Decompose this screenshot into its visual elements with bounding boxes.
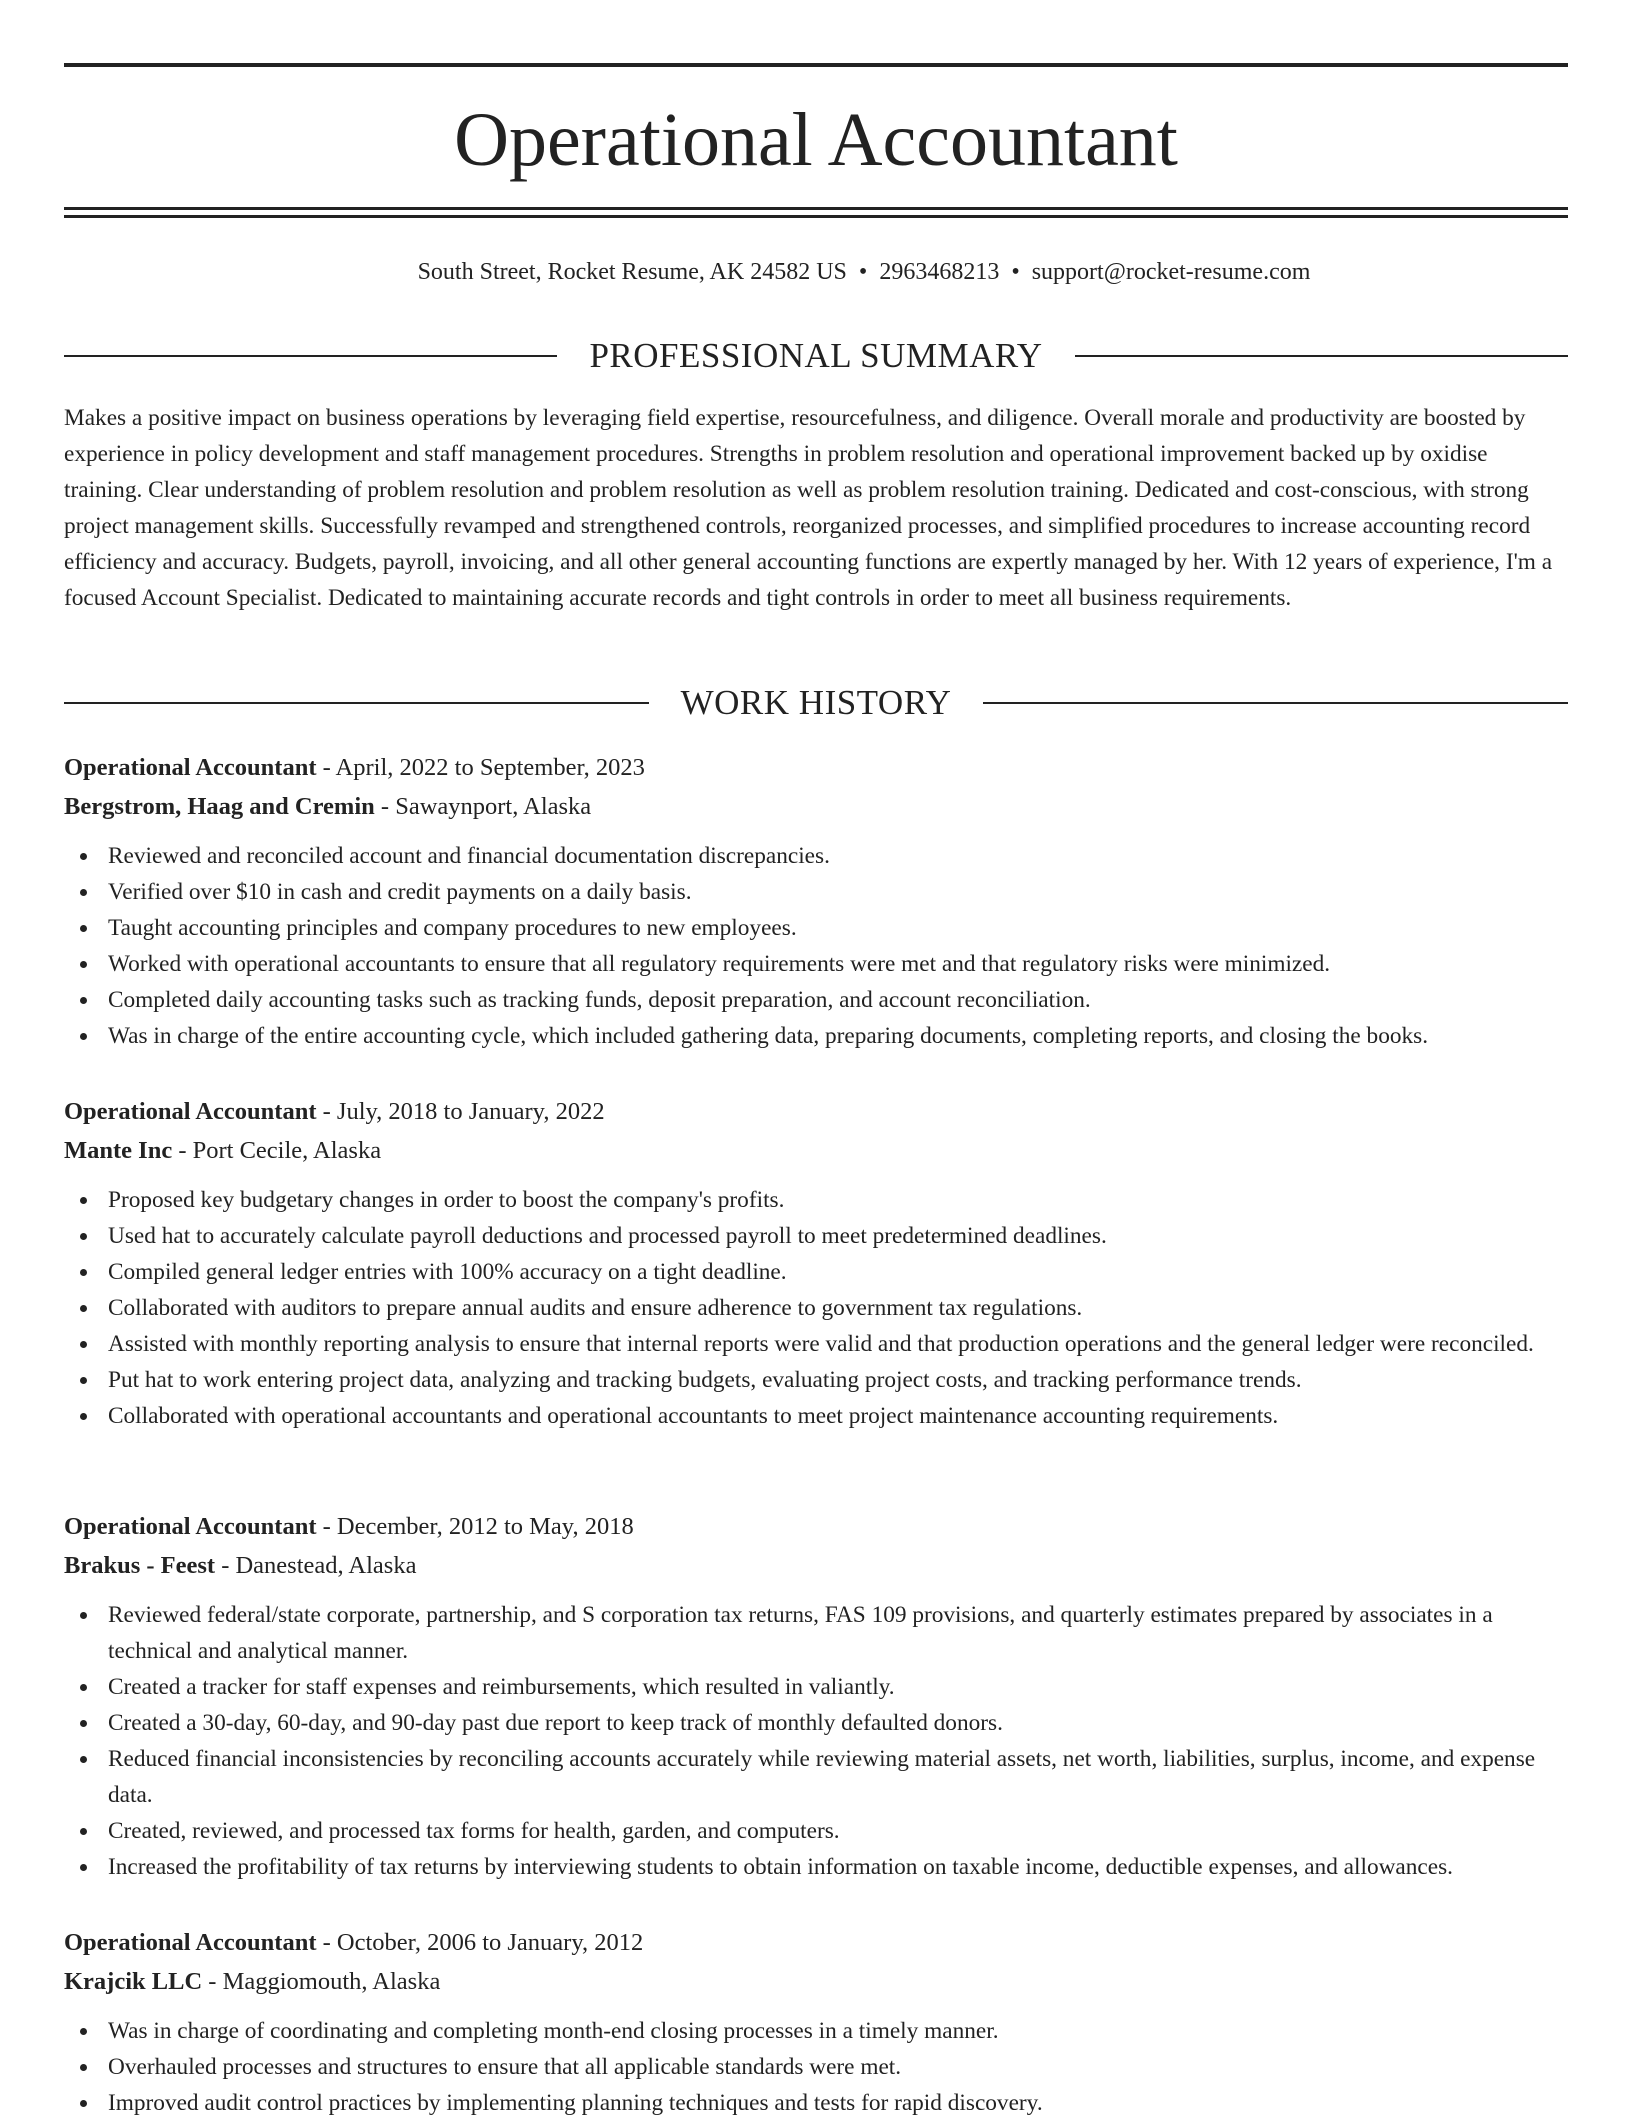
job-bullet: Overhauled processes and structures to ensure that all applicable standards were met. (64, 2049, 1568, 2085)
job-role: Operational Accountant (64, 1098, 317, 1125)
job-bullet: Reviewed federal/state corporate, partnership, and S corporation tax returns, FAS 109 provisions, and quarterly estimates prepared by associates in a technical and analytical manner. (64, 1597, 1568, 1669)
job-bullet: Created a 30-day, 60-day, and 90-day past due report to keep track of monthly defaulted donors. (64, 1705, 1568, 1741)
job-entry (64, 1092, 1568, 1434)
job-role-line (64, 1507, 1568, 1546)
job-bullet-list (64, 1597, 1568, 1885)
job-bullet: Proposed key budgetary changes in order to boost the company's profits. (64, 1182, 1568, 1218)
top-rule (64, 63, 1568, 67)
job-entry (64, 748, 1568, 1054)
job-company-line (64, 787, 1568, 826)
job-bullet: Assisted with monthly reporting analysis to ensure that internal reports were valid and that production operations and the general ledger were reconciled. (64, 1326, 1568, 1362)
work-history-heading-label: WORK HISTORY (680, 683, 952, 722)
job-role: Operational Accountant (64, 754, 317, 781)
job-bullet: Created a tracker for staff expenses and reimbursements, which resulted in valiantly. (64, 1669, 1568, 1705)
heading-rule-left (64, 702, 649, 704)
professional-summary-text: Makes a positive impact on business operations by leveraging field expertise, resourcefulness, and diligence. Overall morale and productivity are boosted by experience in policy development and staff management procedures. Strengths in problem resolution and operational improvement backed up by oxidise training. Clear understanding of problem resolution and problem resolution as well as problem resolution training. Dedicated and cost-conscious, with strong project management skills. Successfully revamped and strengthened controls, reorganized processes, and simplified procedures to increase accounting record efficiency and accuracy. Budgets, payroll, invoicing, and all other general accounting functions are expertly managed by her. With 12 years of experience, I'm a focused Account Specialist. Dedicated to maintaining accurate records and tight controls in order to meet all business requirements. (64, 405, 1553, 611)
job-bullet: Was in charge of coordinating and completing month-end closing processes in a timely manner. (64, 2013, 1568, 2049)
job-bullet: Compiled general ledger entries with 100% accuracy on a tight deadline. (64, 1254, 1568, 1290)
job-location: - Maggiomouth, Alaska (202, 1968, 441, 1995)
job-role: Operational Accountant (64, 1929, 317, 1956)
job-dates: - April, 2022 to September, 2023 (316, 754, 645, 781)
job-entry (64, 1923, 1568, 2121)
job-role-line (64, 1092, 1568, 1131)
summary-heading-label: PROFESSIONAL SUMMARY (589, 336, 1043, 375)
job-bullet: Worked with operational accountants to ensure that all regulatory requirements were met and that regulatory risks were minimized. (64, 946, 1568, 982)
contact-line (56, 254, 1632, 290)
job-bullet-list (64, 1182, 1568, 1434)
contact-separator: • (1011, 259, 1020, 285)
job-location: - Port Cecile, Alaska (172, 1137, 382, 1164)
job-bullet: Reviewed and reconciled account and financial documentation discrepancies. (64, 838, 1568, 874)
job-company-line (64, 1131, 1568, 1170)
job-role: Operational Accountant (64, 1513, 317, 1540)
job-dates: - October, 2006 to January, 2012 (316, 1929, 644, 1956)
heading-rule-right (1075, 355, 1568, 357)
job-role-line (64, 748, 1568, 787)
job-bullet-list (64, 2013, 1568, 2121)
work-history-section-heading (64, 683, 1568, 723)
contact-phone: 2963468213 (879, 259, 1000, 285)
job-company: Mante Inc (64, 1137, 173, 1164)
job-company: Krajcik LLC (64, 1968, 203, 1995)
contact-separator: • (858, 259, 868, 285)
job-location: - Sawaynport, Alaska (374, 793, 592, 820)
heading-rule-right (983, 702, 1568, 704)
job-bullet: Reduced financial inconsistencies by reconciling accounts accurately while reviewing material assets, net worth, liabilities, surplus, income, and expense data. (64, 1741, 1568, 1813)
job-bullet: Used hat to accurately calculate payroll deductions and processed payroll to meet predetermined deadlines. (64, 1218, 1568, 1254)
heading-rule-left (64, 355, 557, 357)
job-company: Brakus - Feest (64, 1552, 216, 1579)
job-bullet: Verified over $10 in cash and credit payments on a daily basis. (64, 874, 1568, 910)
job-dates: - December, 2012 to May, 2018 (316, 1513, 634, 1540)
title-double-rule (64, 207, 1568, 218)
summary-section-heading (64, 336, 1568, 376)
job-bullet-list (64, 838, 1568, 1054)
job-bullet: Created, reviewed, and processed tax forms for health, garden, and computers. (64, 1813, 1568, 1849)
job-bullet: Put hat to work entering project data, analyzing and tracking budgets, evaluating project costs, and tracking performance trends. (64, 1362, 1568, 1398)
job-bullet: Increased the profitability of tax returns by interviewing students to obtain information on taxable income, deductible expenses, and allowances. (64, 1849, 1568, 1885)
job-bullet: Was in charge of the entire accounting cycle, which included gathering data, preparing documents, completing reports, and closing the books. (64, 1018, 1568, 1054)
job-entry (64, 1507, 1568, 1885)
contact-address: South Street, Rocket Resume, AK 24582 US (417, 259, 847, 285)
job-company-line (64, 1962, 1568, 2001)
job-company: Bergstrom, Haag and Cremin (64, 793, 375, 820)
contact-email: support@rocket-resume.com (1031, 259, 1311, 285)
job-bullet: Taught accounting principles and company procedures to new employees. (64, 910, 1568, 946)
job-bullet: Collaborated with auditors to prepare annual audits and ensure adherence to government tax regulations. (64, 1290, 1568, 1326)
resume-title: Operational Accountant (454, 98, 1178, 182)
job-role-line (64, 1923, 1568, 1962)
job-bullet: Collaborated with operational accountants and operational accountants to meet project maintenance accounting requirements. (64, 1398, 1568, 1434)
job-bullet: Improved audit control practices by implementing planning techniques and tests for rapid discovery. (64, 2085, 1568, 2121)
job-location: - Danestead, Alaska (215, 1552, 417, 1579)
job-company-line (64, 1546, 1568, 1585)
job-bullet: Completed daily accounting tasks such as tracking funds, deposit preparation, and account reconciliation. (64, 982, 1568, 1018)
job-dates: - July, 2018 to January, 2022 (316, 1098, 605, 1125)
